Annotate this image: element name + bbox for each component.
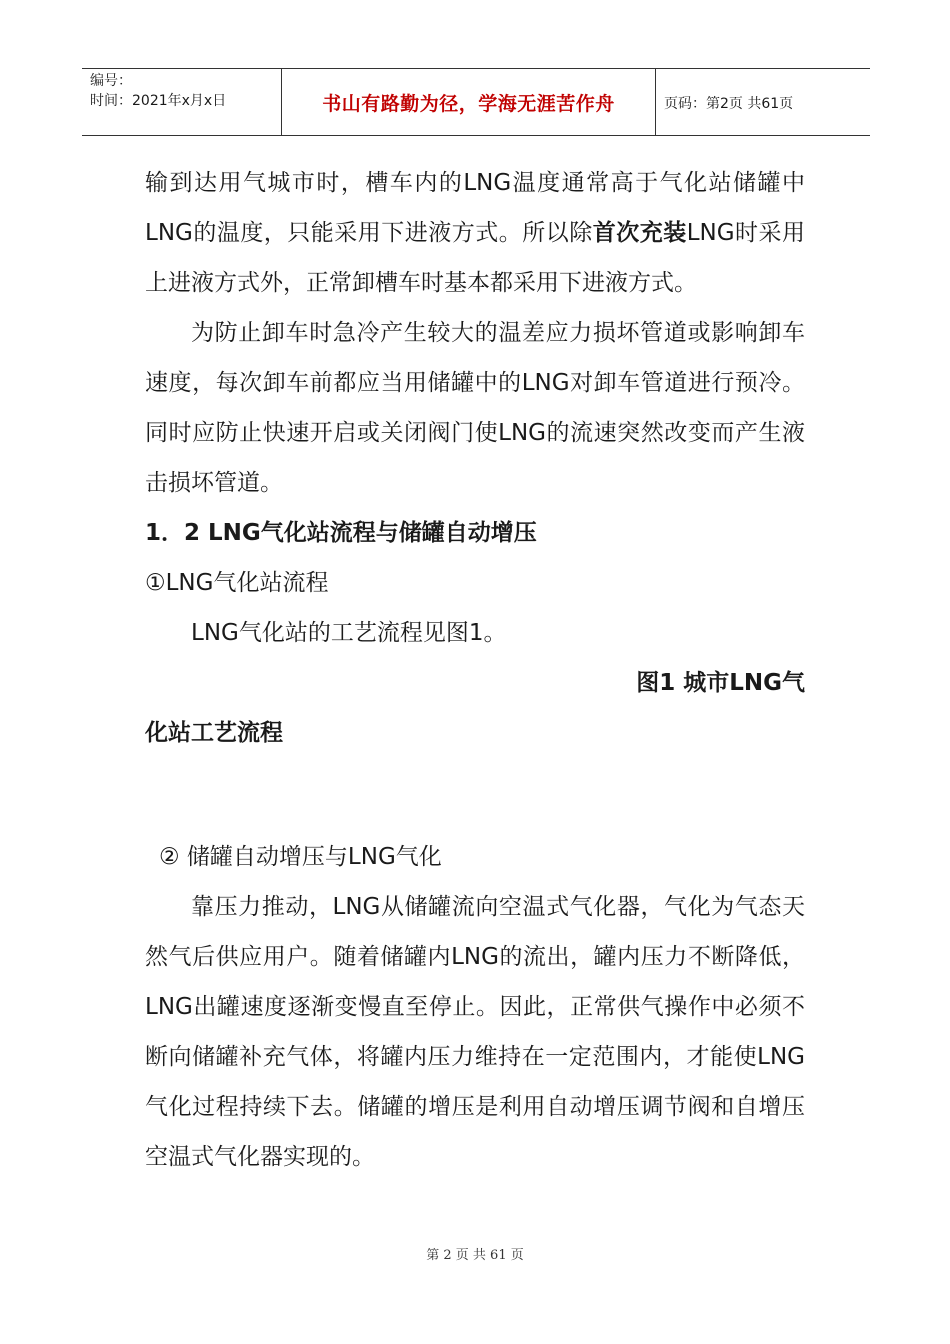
- section-heading: 1．2 LNG气化站流程与储罐自动增压: [145, 520, 537, 546]
- page-footer: 第 2 页 共 61 页: [426, 1248, 524, 1263]
- figure-placeholder: [145, 758, 805, 832]
- page-header: [82, 68, 870, 136]
- paragraph-1-prefix: 输到达用气城市时，槽车内的LNG温度通常高于气化站储罐中LNG的温度，只能采用下进液方式。所以除: [145, 170, 805, 246]
- paragraph-3: LNG气化站的工艺流程见图1。: [191, 620, 507, 646]
- header-divider: [655, 69, 656, 136]
- figure-caption-line-1: 图1 城市LNG气: [636, 670, 805, 696]
- paragraph-1-suffix: LNG时采用上进液方式外，正常卸槽车时基本都采用下进液方式。: [145, 220, 806, 296]
- subheading-2: ② 储罐自动增压与LNG气化: [159, 844, 442, 870]
- paragraph-4: 靠压力推动，LNG从储罐流向空温式气化器，气化为气态天然气后供应用户。随着储罐内LNG的流出，罐内压力不断降低，LNG出罐速度逐渐变慢直至停止。因此，正常供气操作中必须不断向储罐补充气体，将罐内压力维持在一定范围内，才能使LNG气化过程持续下去。储罐的增压是利用自动增压调节阀和自增压空温式气化器实现的。: [145, 894, 805, 1170]
- header-meta: [90, 71, 280, 111]
- number-label: 编号：: [90, 73, 132, 89]
- figure-caption-line-2: 化站工艺流程: [145, 720, 283, 746]
- paragraph-2: 为防止卸车时急冷产生较大的温差应力损坏管道或影响卸车速度，每次卸车前都应当用储罐中的LNG对卸车管道进行预冷。同时应防止快速开启或关闭阀门使LNG的流速突然改变而产生液击损坏管道。: [145, 320, 805, 496]
- document-body: [145, 158, 805, 1182]
- header-page-info: 页码：第2页 共61页: [664, 95, 794, 112]
- time-label: 时间：2021年x月x日: [90, 93, 227, 109]
- paragraph-1: [145, 158, 805, 308]
- subheading-1: ①LNG气化站流程: [145, 570, 329, 596]
- paragraph-1-bold: 首次充装: [592, 220, 687, 246]
- header-motto: 书山有路勤为径，学海无涯苦作舟: [322, 93, 615, 115]
